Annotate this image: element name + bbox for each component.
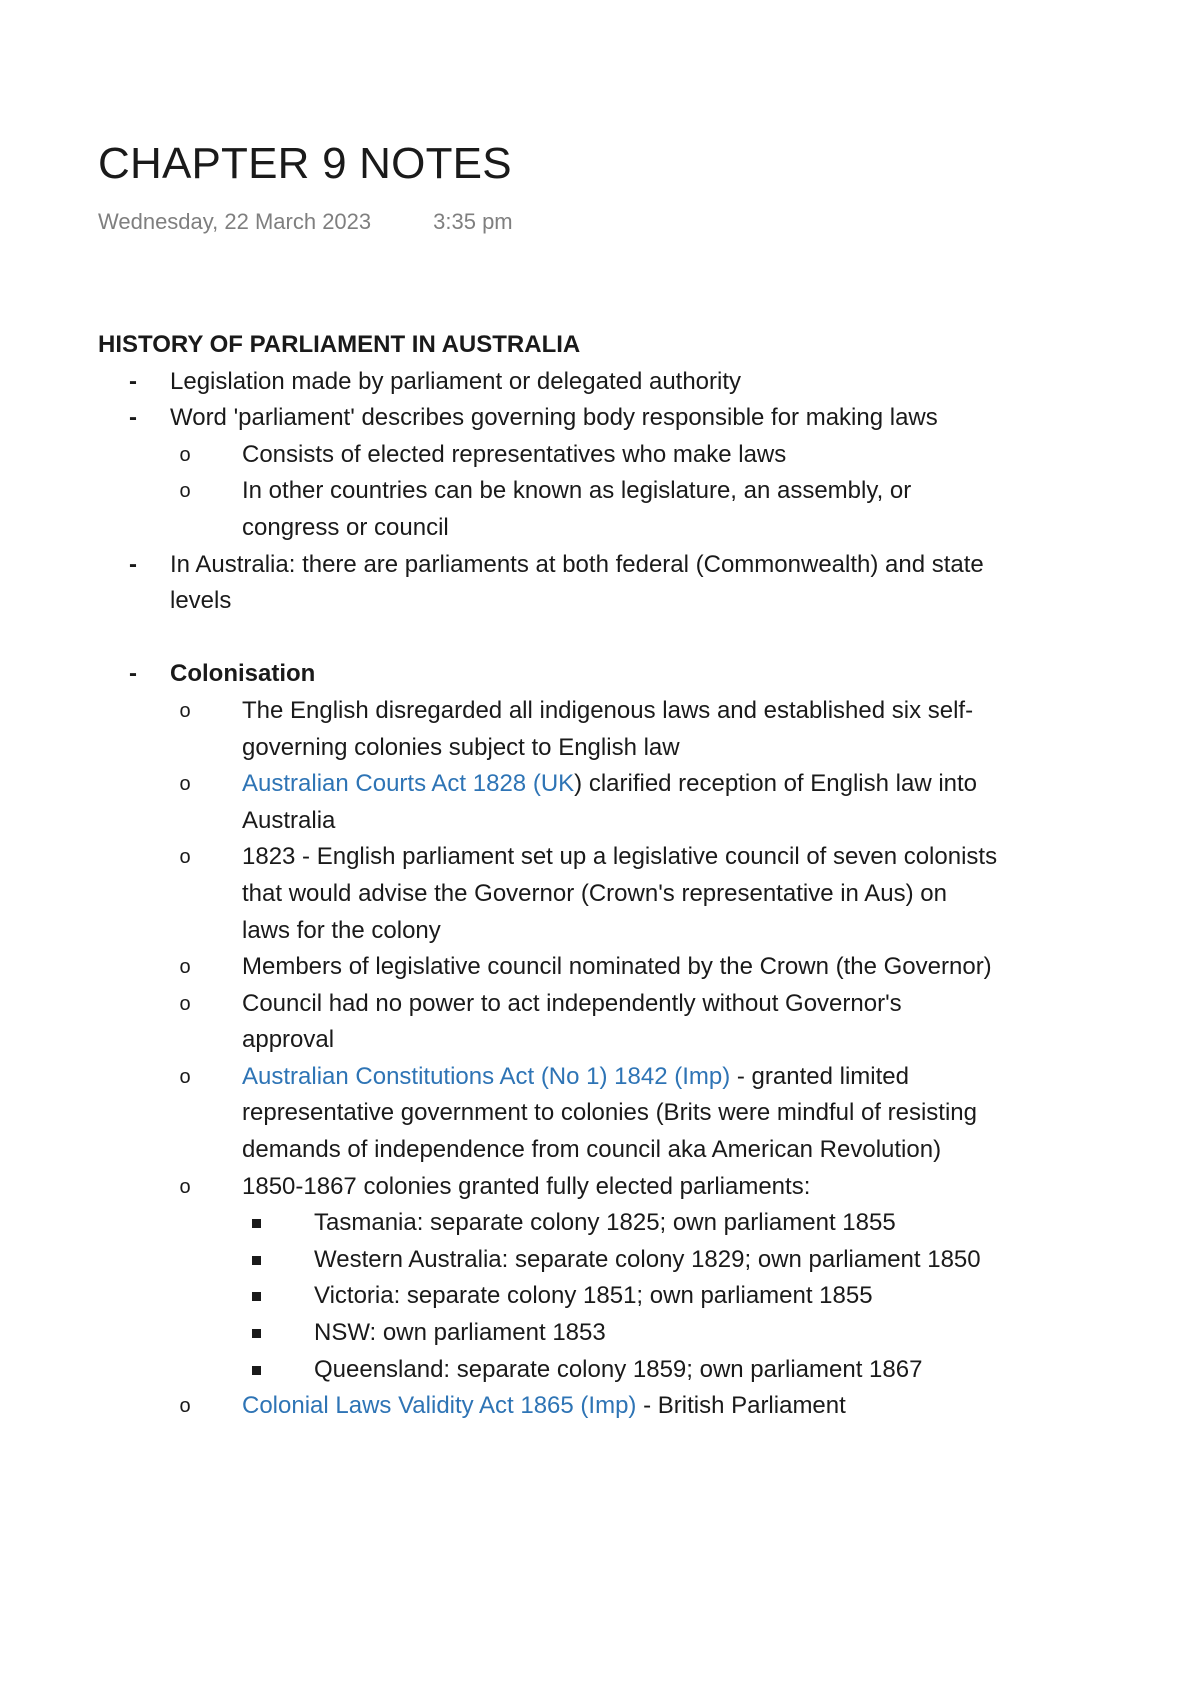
section-heading: HISTORY OF PARLIAMENT IN AUSTRALIA [98, 331, 581, 358]
list-item-text: NSW: own parliament 1853 [314, 1319, 606, 1347]
sub-list [170, 693, 998, 1425]
list-item-text: 1850-1867 colonies granted fully elected parliaments: [242, 1172, 811, 1200]
circle-bullet-icon: o [179, 992, 191, 1015]
list-item [170, 1169, 998, 1389]
dash-bullet-icon: - [129, 404, 137, 432]
page-meta [98, 208, 513, 236]
circle-bullet-icon: o [179, 443, 191, 466]
list-item [242, 1278, 998, 1315]
page-title: CHAPTER 9 NOTES [98, 139, 512, 188]
circle-bullet-icon: o [179, 773, 191, 796]
colonies-list [242, 1205, 998, 1388]
circle-bullet-icon: o [179, 1175, 191, 1198]
list-item [98, 656, 998, 1424]
circle-bullet-icon: o [179, 480, 191, 503]
dash-bullet-icon: - [129, 660, 137, 688]
square-bullet-icon [252, 1219, 261, 1228]
spacer [98, 620, 998, 657]
list-item-text: Members of legislative council nominated by the Crown (the Governor) [242, 953, 992, 981]
square-bullet-icon [252, 1366, 261, 1375]
list-item-text: In Australia: there are parliaments at both federal (Commonwealth) and state levels [170, 550, 984, 615]
list-item [170, 693, 998, 766]
list-item [242, 1205, 998, 1242]
list-item [242, 1315, 998, 1352]
colonisation-list [98, 656, 998, 1424]
list-item [170, 437, 998, 474]
list-item-text: Tasmania: separate colony 1825; own parliament 1855 [314, 1209, 896, 1237]
list-item [170, 766, 998, 839]
page-date: Wednesday, 22 March 2023 [98, 209, 372, 234]
list-item-text: Council had no power to act independently without Governor's approval [242, 989, 902, 1054]
dash-bullet-icon: - [129, 367, 137, 395]
legislation-link[interactable]: Australian Courts Act 1828 (UK [242, 770, 575, 798]
list-item [170, 839, 998, 949]
square-bullet-icon [252, 1292, 261, 1301]
list-item-text: Queensland: separate colony 1859; own parliament 1867 [314, 1355, 923, 1383]
list-item-text: Western Australia: separate colony 1829; own parliament 1850 [314, 1245, 981, 1273]
circle-bullet-icon: o [179, 1395, 191, 1418]
list-item-text: The English disregarded all indigenous laws and established six self-governing colonies subject to English law [242, 696, 974, 761]
list-item-text: 1823 - English parliament set up a legislative council of seven colonists that would advise the Governor (Crown's representative in Aus) on laws for the colony [242, 843, 998, 944]
list-item [98, 364, 998, 401]
legislation-link[interactable]: Australian Constitutions Act (No 1) 1842 (Imp) [242, 1062, 731, 1090]
sub-list [170, 437, 998, 547]
dash-bullet-icon: - [129, 550, 137, 578]
intro-list [98, 364, 998, 620]
list-item [170, 473, 998, 546]
list-item-text: In other countries can be known as legislature, an assembly, or congress or council [242, 477, 912, 541]
circle-bullet-icon: o [179, 1065, 191, 1088]
list-item-text: Consists of elected representatives who make laws [242, 440, 787, 468]
list-item [170, 949, 998, 986]
square-bullet-icon [252, 1256, 261, 1265]
subsection-heading: Colonisation [170, 660, 316, 688]
list-item [170, 1059, 998, 1169]
list-item-text: Victoria: separate colony 1851; own parliament 1855 [314, 1282, 873, 1310]
list-item-text: Word 'parliament' describes governing body responsible for making laws [170, 404, 938, 432]
page-time: 3:35 pm [433, 209, 513, 234]
legislation-link[interactable]: Colonial Laws Validity Act 1865 (Imp) [242, 1392, 637, 1420]
list-item [170, 1388, 998, 1425]
list-item-text: - granted limited representative government to colonies (Brits were mindful of resisting demands of independence from council aka American Revolution) [242, 1062, 977, 1164]
list-item [98, 400, 998, 546]
square-bullet-icon [252, 1329, 261, 1338]
list-item-text: - British Parliament [636, 1392, 846, 1420]
list-item [242, 1352, 998, 1389]
list-item [170, 986, 998, 1059]
circle-bullet-icon: o [179, 956, 191, 979]
list-item-text: Legislation made by parliament or delegated authority [170, 367, 742, 395]
list-item [242, 1242, 998, 1279]
list-item-text: ) clarified reception of English law into Australia [242, 770, 978, 834]
circle-bullet-icon: o [179, 699, 191, 722]
list-item [98, 547, 998, 620]
notes-content [98, 327, 998, 1425]
circle-bullet-icon: o [179, 846, 191, 869]
